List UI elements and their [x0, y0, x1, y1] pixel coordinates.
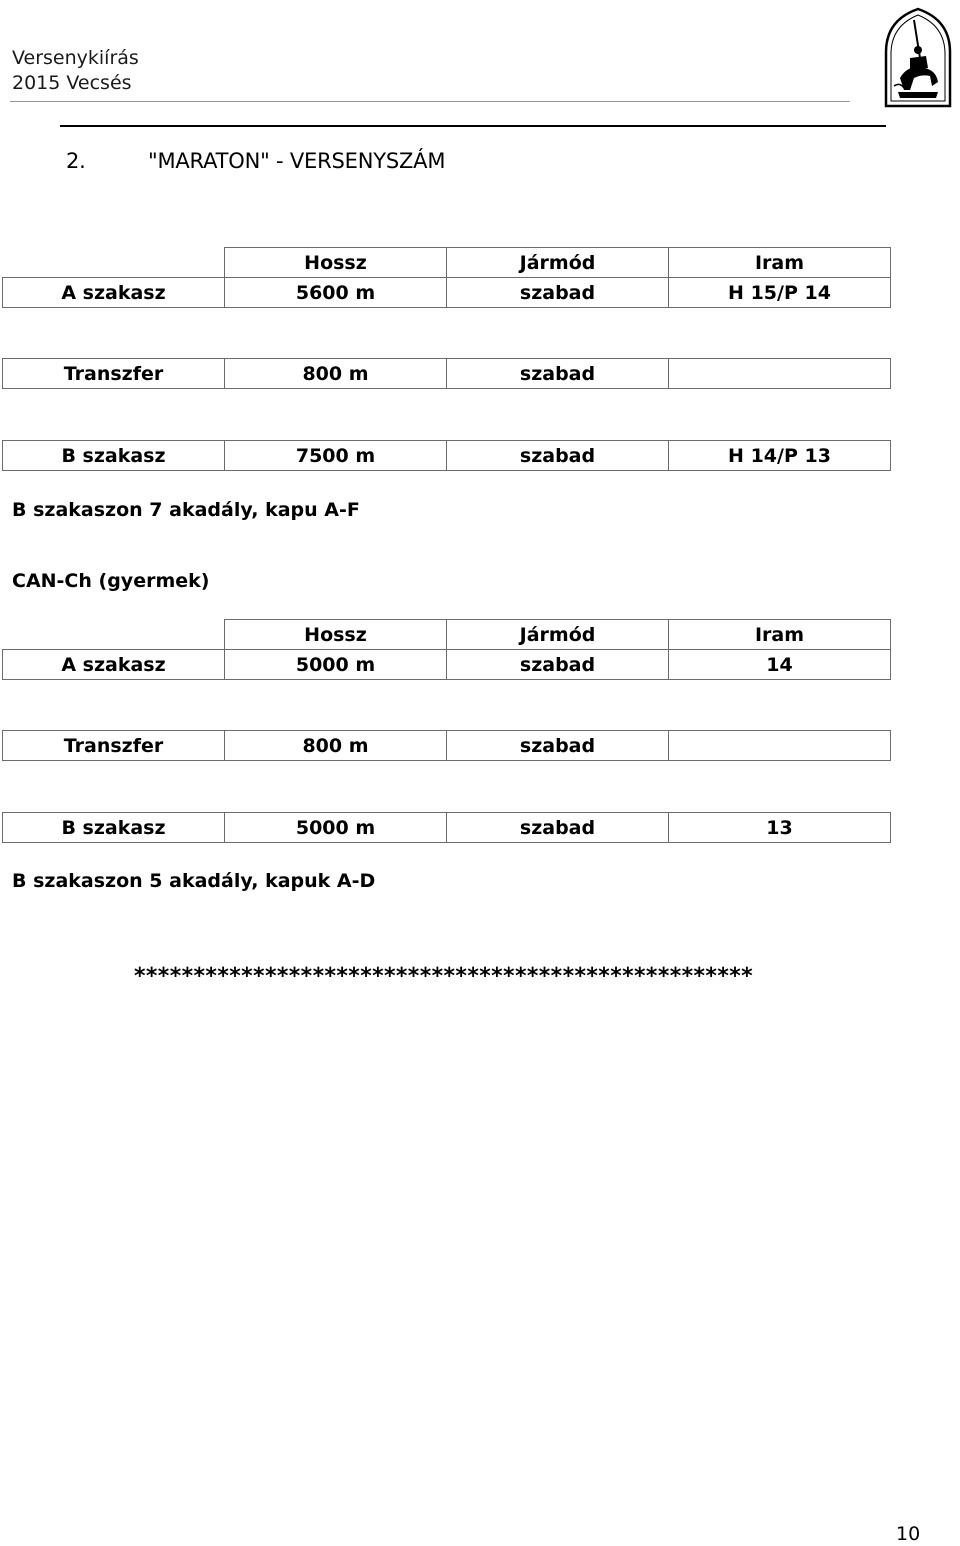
table-cell: szabad: [447, 650, 669, 680]
table-cell: 5000 m: [225, 813, 447, 843]
marathon-table-transfer: [2, 358, 891, 389]
section-title: "MARATON" - VERSENYSZÁM: [148, 149, 446, 173]
table-header-cell: Iram: [669, 248, 891, 278]
table-row: [3, 650, 891, 680]
table-cell: 5000 m: [225, 650, 447, 680]
section-heading: [66, 147, 445, 175]
table-cell: 800 m: [225, 359, 447, 389]
table-cell: 5600 m: [225, 278, 447, 308]
table-cell: H 14/P 13: [669, 441, 891, 471]
obstacle-note: B szakaszon 5 akadály, kapuk A-D: [12, 870, 376, 892]
children-table-header-a: [2, 619, 891, 680]
marathon-table-header-a: [2, 247, 891, 308]
knight-emblem-icon: [880, 6, 956, 110]
table-row: [3, 359, 891, 389]
table-cell: H 15/P 14: [669, 278, 891, 308]
table-cell: 13: [669, 813, 891, 843]
table-header-cell: Jármód: [447, 248, 669, 278]
section-rule: [60, 125, 886, 127]
table-header-cell: Iram: [669, 620, 891, 650]
table-cell: szabad: [447, 731, 669, 761]
header-subtitle: 2015 Vecsés: [12, 72, 132, 94]
table-header-cell: Hossz: [225, 620, 447, 650]
table-cell: B szakasz: [3, 813, 225, 843]
table-header-cell: [3, 248, 225, 278]
table-cell: B szakasz: [3, 441, 225, 471]
header-divider: [10, 101, 850, 102]
table-header-cell: [3, 620, 225, 650]
separator-stars: ****************************************************: [134, 964, 754, 989]
table-cell: szabad: [447, 813, 669, 843]
table-row: [3, 731, 891, 761]
table-header-row: [3, 248, 891, 278]
header-title: Versenykiírás: [12, 47, 139, 69]
table-row: [3, 813, 891, 843]
table-cell: 800 m: [225, 731, 447, 761]
table-cell: szabad: [447, 359, 669, 389]
table-cell: Transzfer: [3, 731, 225, 761]
table-cell: szabad: [447, 278, 669, 308]
table-header-cell: Jármód: [447, 620, 669, 650]
children-table-b: [2, 812, 891, 843]
table-row: [3, 278, 891, 308]
table-cell: [669, 731, 891, 761]
table-cell: [669, 359, 891, 389]
section-number: 2.: [66, 149, 86, 173]
table-cell: szabad: [447, 441, 669, 471]
obstacle-note: B szakaszon 7 akadály, kapu A-F: [12, 499, 360, 521]
table-cell: A szakasz: [3, 650, 225, 680]
table-row: [3, 441, 891, 471]
table-cell: Transzfer: [3, 359, 225, 389]
table-cell: 14: [669, 650, 891, 680]
children-table-transfer: [2, 730, 891, 761]
category-label: CAN-Ch (gyermek): [12, 570, 210, 592]
table-cell: A szakasz: [3, 278, 225, 308]
document-header: [12, 46, 139, 96]
table-cell: 7500 m: [225, 441, 447, 471]
table-header-cell: Hossz: [225, 248, 447, 278]
marathon-table-b: [2, 440, 891, 471]
page-number: 10: [896, 1523, 921, 1545]
table-header-row: [3, 620, 891, 650]
